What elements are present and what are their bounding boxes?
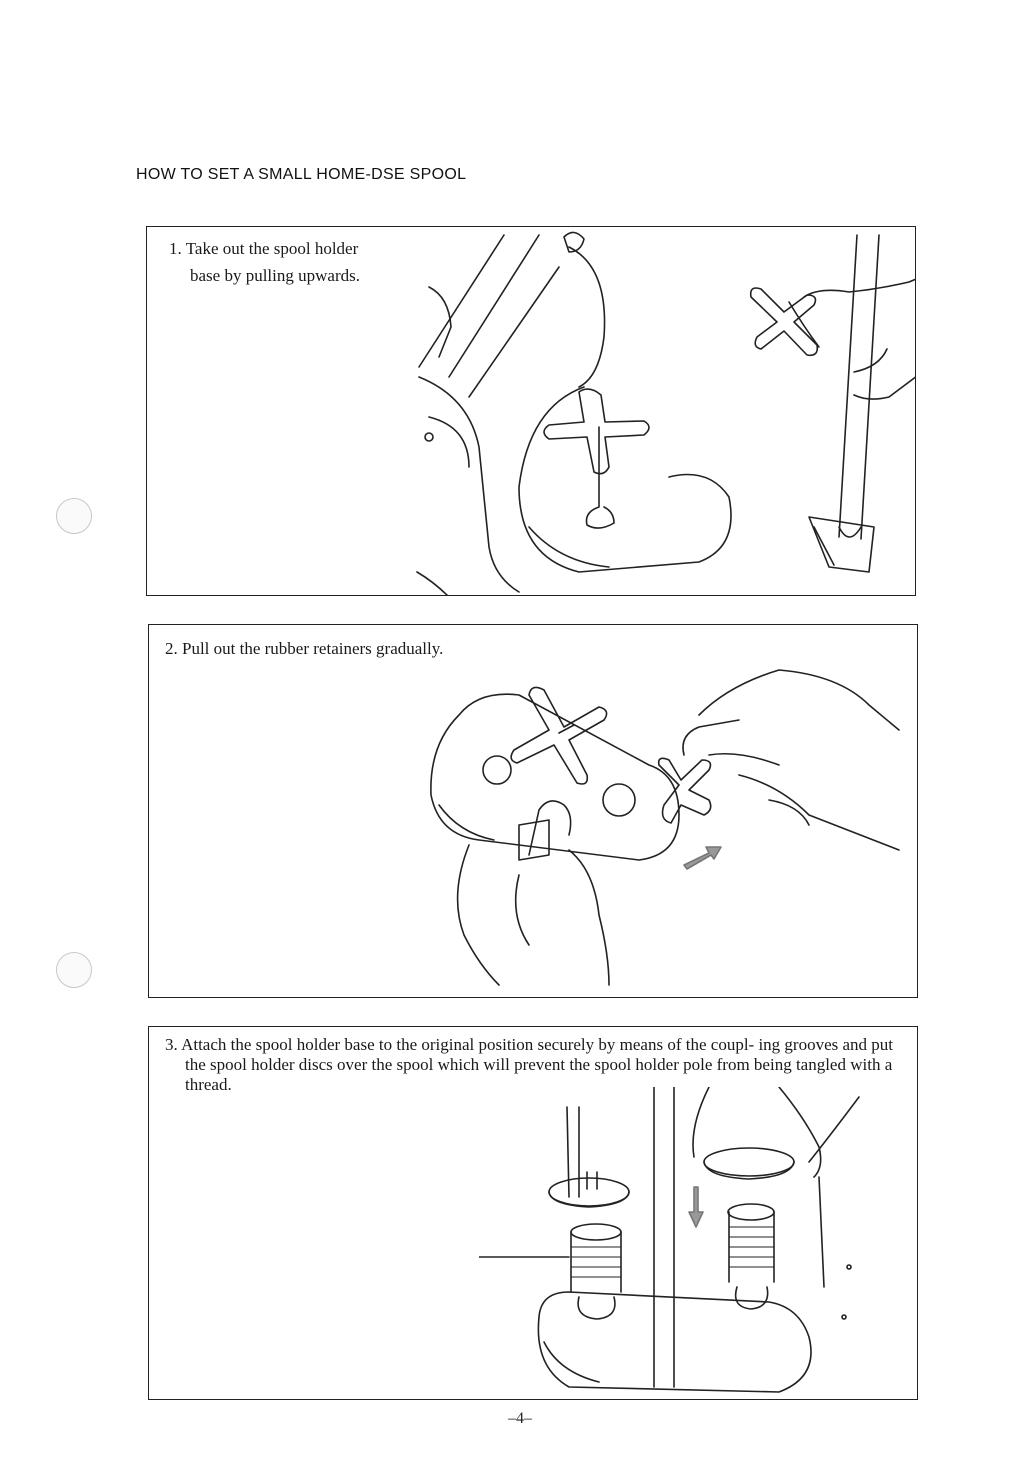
step-1-illustration bbox=[409, 227, 915, 595]
step-1-panel bbox=[146, 226, 916, 596]
step-2-panel bbox=[148, 624, 918, 998]
step-2-illustration bbox=[419, 655, 917, 997]
step-3-illustration bbox=[479, 1087, 917, 1399]
step-3-number: 3. bbox=[165, 1035, 178, 1054]
step-1-line-1: Take out the spool holder bbox=[185, 239, 359, 258]
step-2-number: 2. bbox=[165, 639, 178, 658]
step-2-body: Pull out the rubber retainers gradually. bbox=[182, 639, 444, 658]
punch-hole-bottom bbox=[56, 952, 92, 988]
step-1-text bbox=[169, 235, 409, 289]
step-3-panel bbox=[148, 1026, 918, 1400]
page-number: –4– bbox=[508, 1410, 532, 1427]
step-3-text bbox=[165, 1035, 905, 1095]
punch-hole-top bbox=[56, 498, 92, 534]
step-1-line-2: base by pulling upwards. bbox=[190, 266, 360, 285]
step-3-body: Attach the spool holder base to the original position securely by means of the coupl- ing grooves and put the spool holder discs over the spool which will prevent the spool holder pole from being tangled with a thread. bbox=[181, 1035, 894, 1094]
page-heading: HOW TO SET A SMALL HOME-DSE SPOOL bbox=[136, 166, 467, 183]
step-1-number: 1. bbox=[169, 239, 182, 258]
